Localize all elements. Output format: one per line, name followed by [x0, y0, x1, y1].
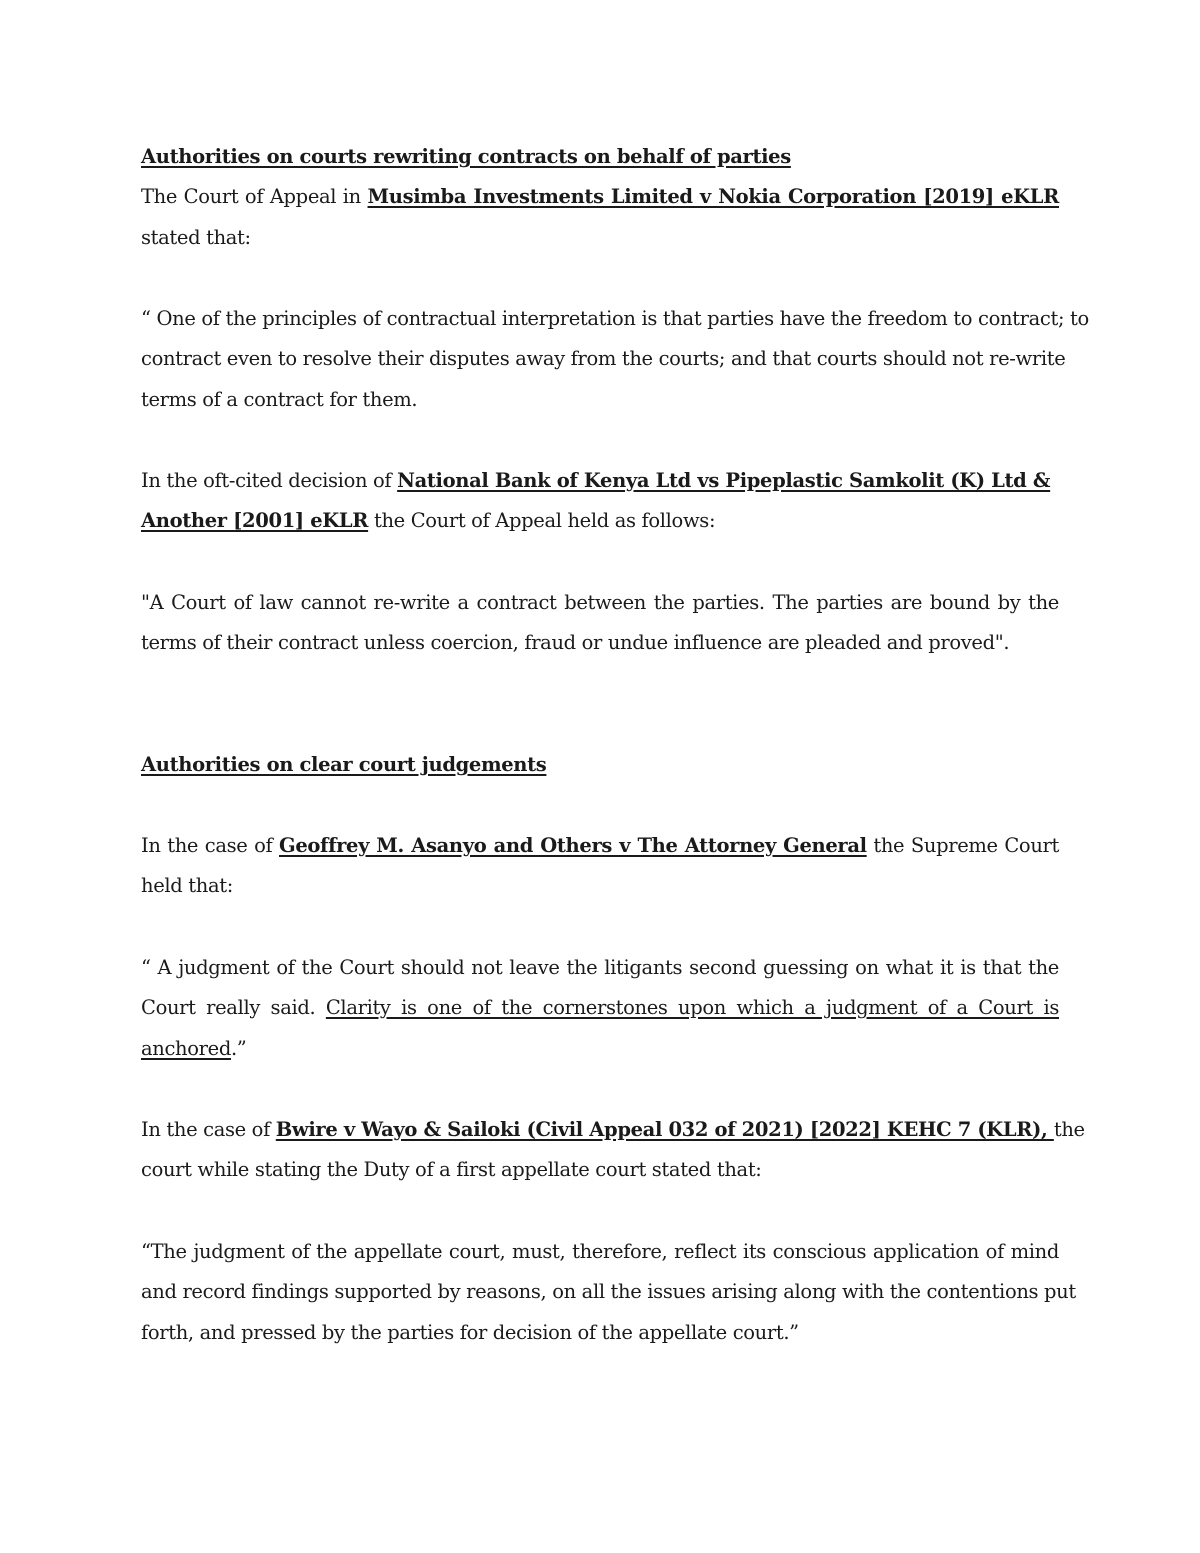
nbk-paragraph-line2 [141, 507, 1059, 535]
asanyo-intro: In the case of [141, 834, 280, 857]
bwire-intro: In the case of [141, 1118, 276, 1141]
quote4-line1: “The judgment of the appellate court, must, therefore, reflect its conscious application of mind [141, 1240, 1059, 1263]
asanyo-paragraph-line2: held that: [141, 874, 233, 897]
asanyo-after: the Supreme Court [866, 834, 1059, 857]
musimba-case-citation: Musimba Investments Limited v Nokia Corporation [2019] eKLR [367, 185, 1059, 208]
bwire-paragraph-line1 [141, 1116, 1085, 1144]
quote1-line1: “ One of the principles of contractual interpretation is that parties have the freedom to contract; to [141, 307, 1089, 330]
musimba-intro: The Court of Appeal in [141, 185, 368, 208]
bwire-paragraph-line2: court while stating the Duty of a first appellate court stated that: [141, 1158, 762, 1181]
nbk-case-citation-part2: Another [2001] eKLR [141, 509, 369, 532]
section-heading-judgements: Authorities on clear court judgements [141, 753, 547, 776]
nbk-after: the Court of Appeal held as follows: [368, 509, 716, 532]
quote4-line2: and record findings supported by reasons, on all the issues arising along with the contentions put [141, 1280, 1076, 1303]
musimba-paragraph-line1 [141, 183, 1059, 211]
quote3-line2-underlined: Clarity is one of the cornerstones upon which a judgment of a Court is [325, 996, 1059, 1019]
nbk-intro: In the oft-cited decision of [141, 469, 398, 492]
quote3-line3-underlined: anchored [141, 1037, 231, 1060]
quote3-line2-plain: Court really said. [141, 996, 326, 1019]
quote4-line3: forth, and pressed by the parties for decision of the appellate court.” [141, 1321, 799, 1344]
quote1-line2: contract even to resolve their disputes away from the courts; and that courts should not re-write [141, 347, 1066, 370]
quote3-line1: “ A judgment of the Court should not leave the litigants second guessing on what it is that the [141, 956, 1059, 979]
quote2-line1: "A Court of law cannot re-write a contract between the parties. The parties are bound by the [141, 591, 1059, 614]
asanyo-case-citation: Geoffrey M. Asanyo and Others v The Attorney General [279, 834, 867, 857]
quote3-line2 [141, 994, 1059, 1022]
musimba-paragraph-line2: stated that: [141, 226, 251, 249]
bwire-after: the [1053, 1118, 1085, 1141]
asanyo-paragraph-line1 [141, 832, 1059, 860]
bwire-case-citation: Bwire v Wayo & Sailoki (Civil Appeal 032 of 2021) [2022] KEHC 7 (KLR), [275, 1118, 1054, 1141]
nbk-paragraph-line1 [141, 467, 1059, 495]
quote1-line3: terms of a contract for them. [141, 388, 418, 411]
quote2-line2: terms of their contract unless coercion, fraud or undue influence are pleaded and proved". [141, 631, 1010, 654]
section-heading-contracts: Authorities on courts rewriting contracts on behalf of parties [141, 145, 791, 168]
nbk-case-citation-part1: National Bank of Kenya Ltd vs Pipeplastic Samkolit (K) Ltd & [397, 469, 1051, 492]
quote3-line3 [141, 1035, 1059, 1063]
quote3-line3-end: .” [230, 1037, 247, 1060]
